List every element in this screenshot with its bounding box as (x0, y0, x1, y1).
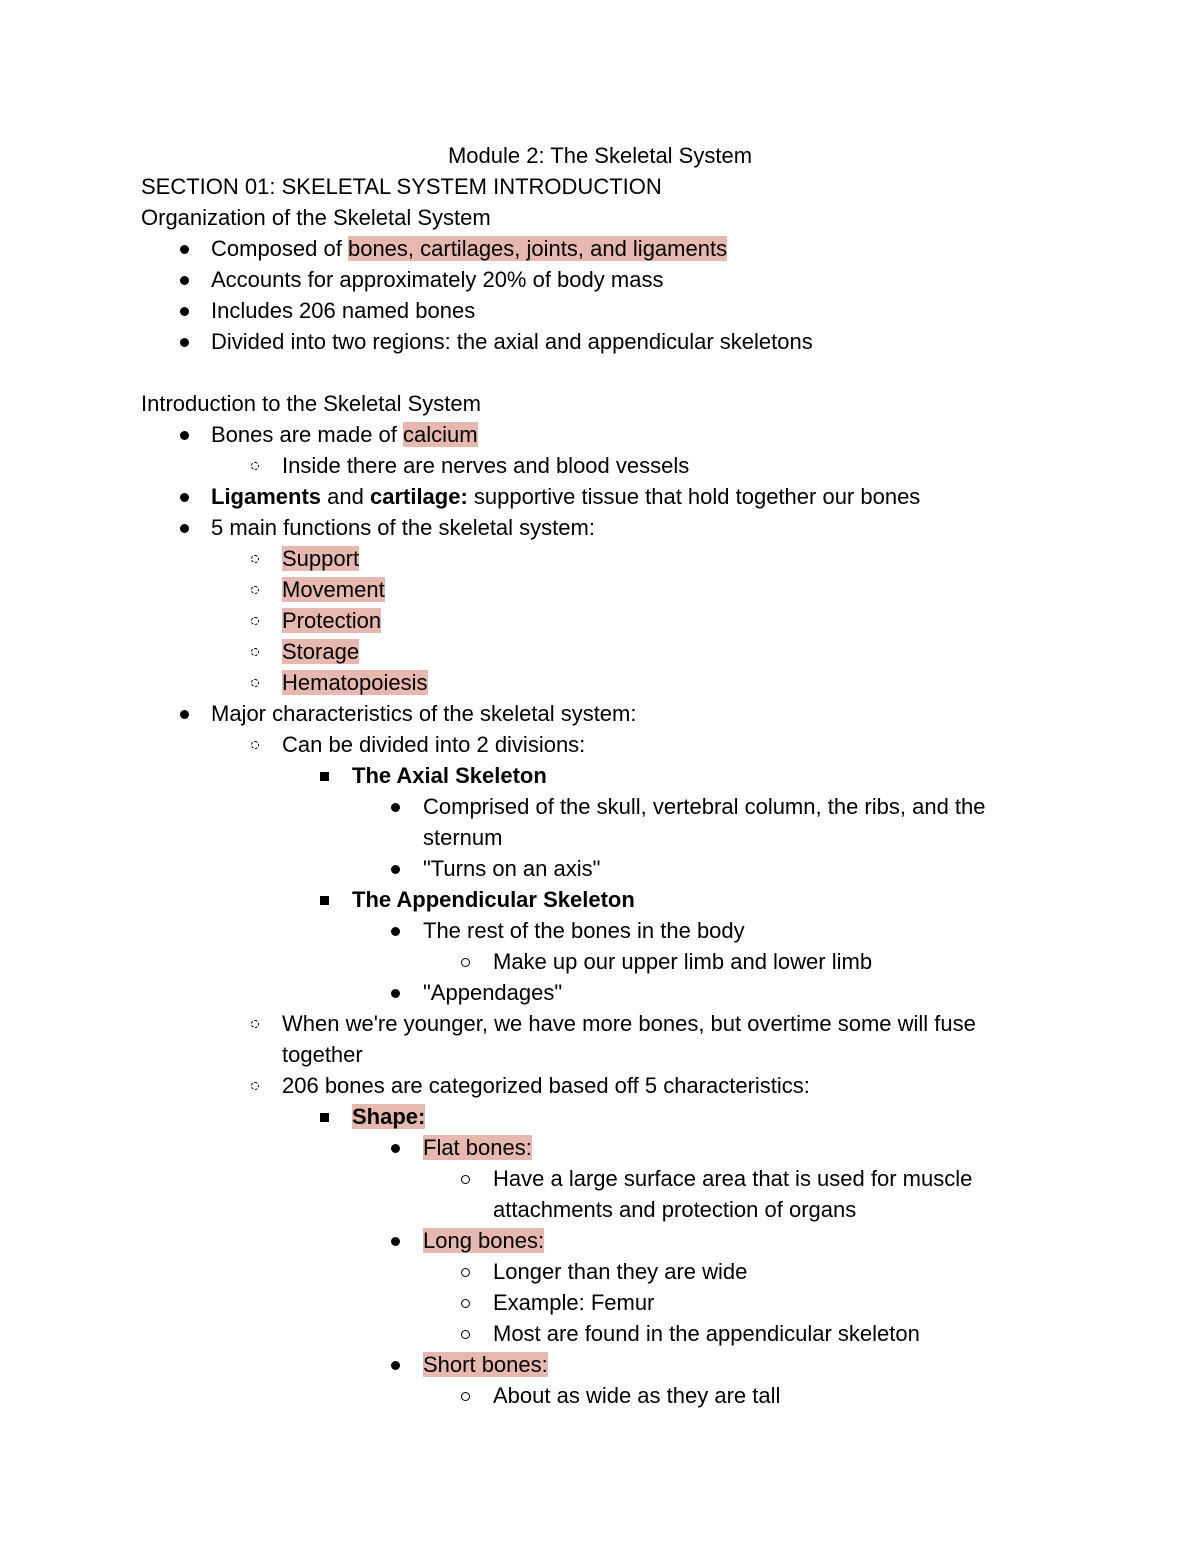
list-item: Accounts for approximately 20% of body mass (211, 267, 664, 292)
bullet-ring (461, 958, 470, 967)
highlighted-text: bones, cartilages, joints, and ligaments (347, 236, 728, 261)
list-item (282, 574, 385, 605)
list-item: 206 bones are categorized based off 5 characteristics: (282, 1073, 810, 1098)
bullet-dot (391, 803, 400, 812)
list-item: Most are found in the appendicular skeleton (493, 1321, 920, 1346)
intro-heading: Introduction to the Skeletal System (141, 391, 481, 416)
bullet-dot (391, 989, 400, 998)
list-item (282, 543, 359, 574)
organization-heading: Organization of the Skeletal System (141, 205, 491, 230)
bullet-ring (251, 617, 259, 625)
highlighted-text: Long bones: (423, 1228, 545, 1253)
bullet-dot (180, 276, 189, 285)
list-item: Divided into two regions: the axial and appendicular skeletons (211, 329, 813, 354)
list-item: Includes 206 named bones (211, 298, 476, 323)
bullet-square (320, 896, 329, 905)
bullet-ring (461, 1299, 470, 1308)
bullet-dot (391, 927, 400, 936)
bullet-dot (180, 710, 189, 719)
highlighted-text: calcium (403, 422, 478, 447)
highlighted-text: Short bones: (423, 1352, 548, 1377)
list-item: Major characteristics of the skeletal system: (211, 701, 637, 726)
list-item-continued: attachments and protection of organs (493, 1197, 857, 1222)
page-title: Module 2: The Skeletal System (447, 143, 753, 168)
bullet-square (320, 772, 329, 781)
bullet-ring (251, 1082, 259, 1090)
bullet-dot (180, 431, 189, 440)
list-item: Make up our upper limb and lower limb (493, 949, 873, 974)
bullet-dot (180, 245, 189, 254)
section-heading: SECTION 01: SKELETAL SYSTEM INTRODUCTION (141, 174, 662, 199)
list-item: Ligaments and cartilage: supportive tissue that hold together our bones (211, 484, 921, 509)
appendicular-title: The Appendicular Skeleton (352, 887, 635, 912)
bullet-dot (391, 1237, 400, 1246)
list-item (282, 636, 359, 667)
list-item: The rest of the bones in the body (423, 918, 745, 943)
bullet-dot (180, 307, 189, 316)
list-item: Longer than they are wide (493, 1259, 748, 1284)
shape-title (352, 1101, 425, 1132)
list-item-continued: together (282, 1042, 363, 1067)
highlighted-text: Protection (282, 608, 382, 633)
highlighted-text: Movement (282, 577, 385, 602)
bullet-dot (180, 338, 189, 347)
list-item (423, 1349, 548, 1380)
bullet-dot (180, 524, 189, 533)
bullet-square (320, 1113, 329, 1122)
list-item: Inside there are nerves and blood vessels (282, 453, 690, 478)
bullet-dot (180, 493, 189, 502)
list-item: Bones are made of calcium (211, 422, 478, 447)
highlighted-text: Support (282, 546, 360, 571)
highlighted-text: Shape: (352, 1104, 426, 1129)
bullet-ring (251, 555, 259, 563)
list-item: Have a large surface area that is used for muscle (493, 1166, 973, 1191)
bullet-ring (461, 1330, 470, 1339)
bullet-dot (391, 1361, 400, 1370)
list-item (423, 1225, 544, 1256)
list-item: About as wide as they are tall (493, 1383, 781, 1408)
list-item: 5 main functions of the skeletal system: (211, 515, 595, 540)
list-item (282, 667, 428, 698)
list-item (282, 605, 381, 636)
highlighted-text: Flat bones: (423, 1135, 532, 1160)
list-item: Comprised of the skull, vertebral column, the ribs, and the (423, 794, 986, 819)
bullet-ring (461, 1392, 470, 1401)
bullet-ring (251, 586, 259, 594)
bullet-ring (251, 648, 259, 656)
bullet-ring (251, 462, 259, 470)
list-item: "Appendages" (423, 980, 563, 1005)
list-item-continued: sternum (423, 825, 503, 850)
bullet-ring (251, 741, 259, 749)
bullet-ring (461, 1175, 470, 1184)
highlighted-text: Hematopoiesis (282, 670, 428, 695)
bullet-dot (391, 1144, 400, 1153)
highlighted-text: Storage (282, 639, 360, 664)
list-item: Composed of bones, cartilages, joints, and ligaments (211, 236, 728, 261)
bullet-ring (251, 679, 259, 687)
list-item: Example: Femur (493, 1290, 655, 1315)
list-item: "Turns on an axis" (423, 856, 601, 881)
list-item: When we're younger, we have more bones, but overtime some will fuse (282, 1011, 976, 1036)
bullet-ring (251, 1020, 259, 1028)
list-item: Can be divided into 2 divisions: (282, 732, 586, 757)
bullet-ring (461, 1268, 470, 1277)
bullet-dot (391, 865, 400, 874)
list-item (423, 1132, 532, 1163)
axial-title: The Axial Skeleton (352, 763, 547, 788)
